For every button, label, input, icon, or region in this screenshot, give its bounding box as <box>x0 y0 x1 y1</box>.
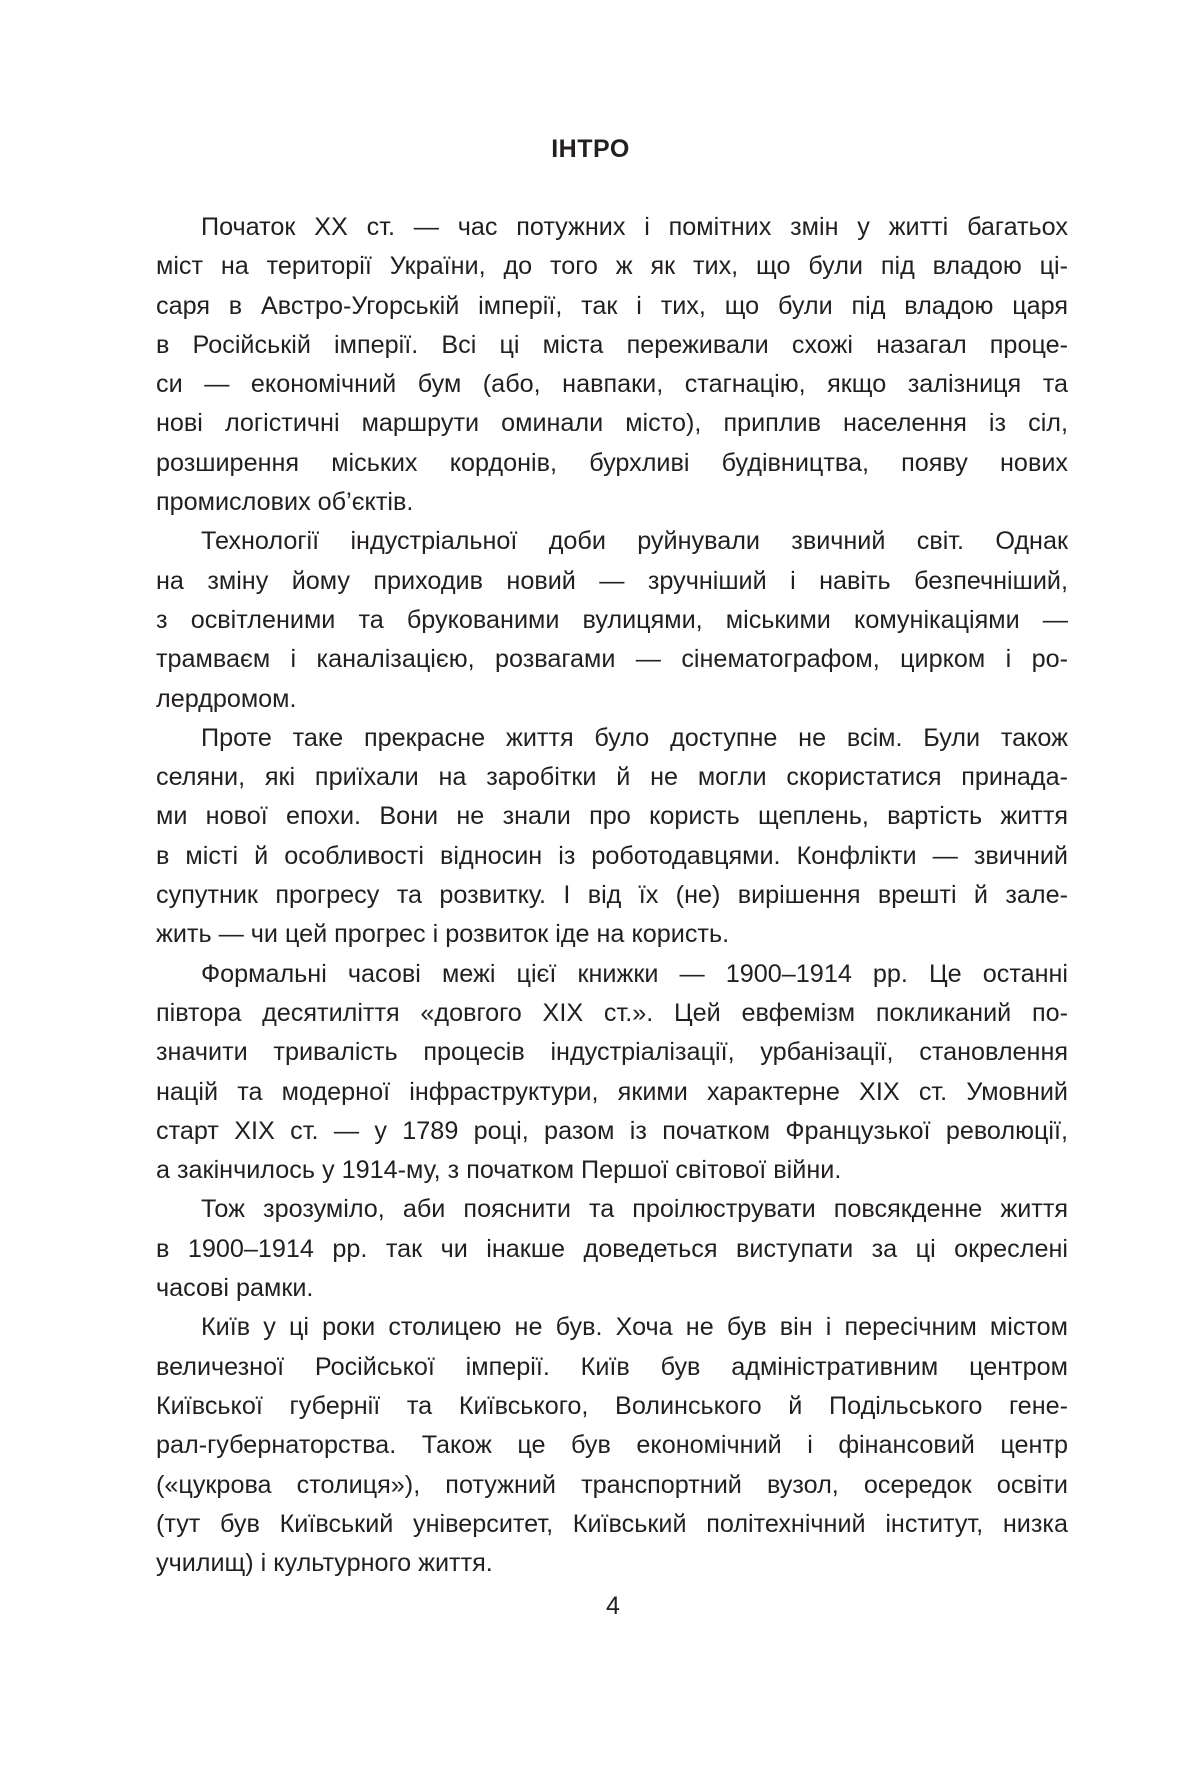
paragraph <box>156 955 1068 1191</box>
text-line: часові рамки. <box>156 1274 314 1303</box>
text-line: си — економічний бум (або, навпаки, стагнацію, якщо залізниця та <box>156 370 1068 399</box>
text-line: Технології індустріальної доби руйнували звичний світ. Однак <box>201 527 1068 556</box>
text-line: Початок ХХ ст. — час потужних і помітних змін у житті багатьох <box>201 213 1068 241</box>
text-line: Проте таке прекрасне життя було доступне не всім. Були також <box>201 723 1068 752</box>
text-line: лердромом. <box>156 684 297 713</box>
page-number: 4 <box>606 1592 620 1620</box>
text-line: саря в Австро-Угорській імперії, так і тих, що були під владою царя <box>156 291 1068 320</box>
text-line: значити тривалість процесів індустріалізації, урбанізації, становлення <box>156 1038 1068 1067</box>
text-line: (тут був Київський університет, Київський політехнічний інститут, низка <box>156 1509 1068 1538</box>
text-line: училищ) і культурного життя. <box>156 1549 493 1578</box>
paragraph <box>156 1190 1068 1308</box>
chapter-heading: ІНТРО <box>551 135 630 163</box>
text-line: націй та модерної інфраструктури, якими характерне ХІХ ст. Умовний <box>156 1077 1068 1106</box>
text-line: Тож зрозуміло, аби пояснити та проілюструвати повсякденне життя <box>201 1195 1068 1224</box>
text-line: старт ХІХ ст. — у 1789 році, разом із початком Французької революції, <box>156 1116 1068 1145</box>
text-line: в 1900–1914 рр. так чи інакше доведеться виступати за ці окреслені <box>156 1234 1068 1263</box>
text-line: на зміну йому приходив новий — зручніший і навіть безпечніший, <box>156 566 1068 595</box>
text-line: рал-губернаторства. Також це був економічний і фінансовий центр <box>156 1431 1068 1460</box>
text-line: трамваєм і каналізацією, розвагами — сінематографом, цирком і ро- <box>156 645 1068 674</box>
text-line: в Російській імперії. Всі ці міста переживали схожі назагал проце- <box>156 330 1068 359</box>
paragraph <box>156 208 1068 522</box>
body-text <box>156 208 1068 1583</box>
text-line: селяни, які приїхали на заробітки й не могли скористатися принада- <box>156 763 1068 792</box>
text-line: міст на території України, до того ж як тих, що були під владою ці- <box>156 252 1068 281</box>
text-line: Київської губернії та Київського, Волинського й Подільського гене- <box>156 1391 1068 1420</box>
text-line: з освітленими та брукованими вулицями, міськими комунікаціями — <box>156 605 1068 634</box>
text-line: півтора десятиліття «довгого ХІХ ст.». Цей евфемізм покликаний по- <box>156 998 1068 1027</box>
paragraph <box>156 522 1068 718</box>
text-line: величезної Російської імперії. Київ був адміністративним центром <box>156 1352 1068 1381</box>
paragraph <box>156 719 1068 955</box>
text-line: жить — чи цей прогрес і розвиток іде на користь. <box>156 920 730 949</box>
paragraph <box>156 1308 1068 1583</box>
text-line: нові логістичні маршрути оминали місто), приплив населення із сіл, <box>156 409 1068 438</box>
text-line: в місті й особливості відносин із роботодавцями. Конфлікти — звичний <box>156 841 1068 870</box>
text-line: Формальні часові межі цієї книжки — 1900–1914 рр. Це останні <box>201 959 1068 988</box>
text-line: супутник прогресу та розвитку. І від їх (не) вирішення врешті й зале- <box>156 881 1068 910</box>
text-line: ми нової епохи. Вони не знали про користь щеплень, вартість життя <box>156 802 1068 831</box>
text-line: («цукрова столиця»), потужний транспортний вузол, осередок освіти <box>156 1470 1068 1499</box>
text-line: а закінчилось у 1914-му, з початком Першої світової війни. <box>156 1156 842 1185</box>
text-line: Київ у ці роки столицею не був. Хоча не був він і пересічним містом <box>201 1313 1068 1342</box>
text-line: промислових об’єктів. <box>156 488 414 517</box>
text-line: розширення міських кордонів, бурхливі будівництва, появу нових <box>156 448 1068 477</box>
